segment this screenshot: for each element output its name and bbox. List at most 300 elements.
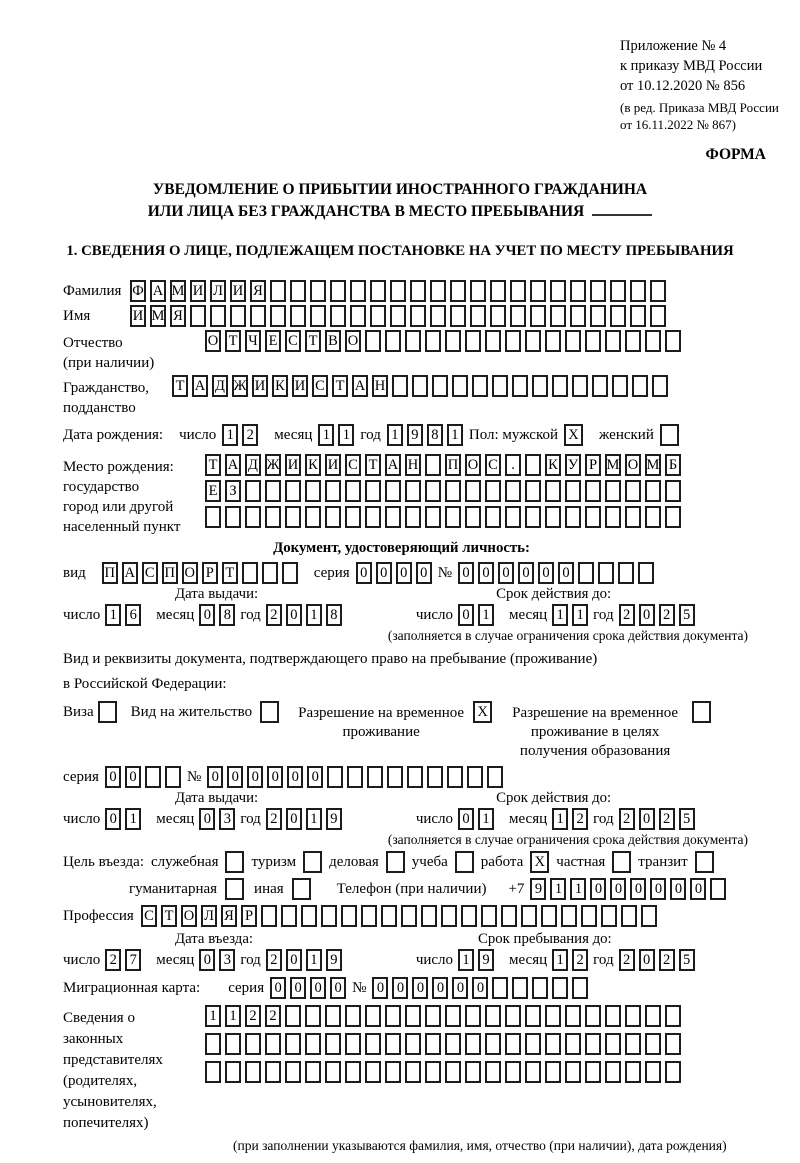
- char-cell[interactable]: [285, 1033, 301, 1055]
- char-cell[interactable]: [481, 905, 497, 927]
- representatives-line2-input[interactable]: [205, 1033, 681, 1055]
- char-cell[interactable]: 1: [338, 424, 354, 446]
- char-cell[interactable]: [572, 375, 588, 397]
- char-cell[interactable]: [405, 480, 421, 502]
- char-cell[interactable]: 0: [376, 562, 392, 584]
- char-cell[interactable]: Л: [201, 905, 217, 927]
- char-cell[interactable]: [455, 851, 474, 873]
- char-cell[interactable]: И: [292, 375, 308, 397]
- char-cell[interactable]: 0: [199, 808, 215, 830]
- profession-input[interactable]: [141, 905, 657, 927]
- char-cell[interactable]: З: [225, 480, 241, 502]
- char-cell[interactable]: [305, 1033, 321, 1055]
- char-cell[interactable]: [205, 1033, 221, 1055]
- char-cell[interactable]: 5: [679, 949, 695, 971]
- char-cell[interactable]: Б: [665, 454, 681, 476]
- char-cell[interactable]: [387, 766, 403, 788]
- char-cell[interactable]: [472, 375, 488, 397]
- char-cell[interactable]: [327, 766, 343, 788]
- char-cell[interactable]: [98, 701, 117, 723]
- birth-year-input[interactable]: [387, 424, 463, 446]
- firstname-input[interactable]: [130, 305, 666, 327]
- char-cell[interactable]: [465, 1033, 481, 1055]
- char-cell[interactable]: [598, 562, 614, 584]
- char-cell[interactable]: [492, 977, 508, 999]
- char-cell[interactable]: Т: [161, 905, 177, 927]
- char-cell[interactable]: [525, 480, 541, 502]
- char-cell[interactable]: 8: [326, 604, 342, 626]
- char-cell[interactable]: [618, 562, 634, 584]
- char-cell[interactable]: Р: [202, 562, 218, 584]
- char-cell[interactable]: [407, 766, 423, 788]
- birth-day-input[interactable]: [222, 424, 258, 446]
- char-cell[interactable]: [330, 280, 346, 302]
- representatives-line3-input[interactable]: [205, 1061, 681, 1083]
- char-cell[interactable]: [445, 480, 461, 502]
- char-cell[interactable]: 0: [247, 766, 263, 788]
- char-cell[interactable]: 0: [590, 878, 606, 900]
- char-cell[interactable]: 2: [619, 949, 635, 971]
- residence-valid-day-input[interactable]: [458, 808, 494, 830]
- doc-type-input[interactable]: [102, 562, 298, 584]
- char-cell[interactable]: 1: [306, 604, 322, 626]
- char-cell[interactable]: [225, 878, 244, 900]
- temp-residence-education-checkbox[interactable]: [692, 701, 711, 723]
- doc-number-input[interactable]: [458, 562, 654, 584]
- char-cell[interactable]: [365, 330, 381, 352]
- char-cell[interactable]: 3: [219, 949, 235, 971]
- representatives-line1-input[interactable]: [205, 1005, 681, 1027]
- char-cell[interactable]: 0: [396, 562, 412, 584]
- char-cell[interactable]: [585, 480, 601, 502]
- char-cell[interactable]: [465, 330, 481, 352]
- char-cell[interactable]: [282, 562, 298, 584]
- char-cell[interactable]: [401, 905, 417, 927]
- char-cell[interactable]: [665, 1005, 681, 1027]
- char-cell[interactable]: [405, 1005, 421, 1027]
- char-cell[interactable]: [445, 330, 461, 352]
- residence-issue-month-input[interactable]: [199, 808, 235, 830]
- char-cell[interactable]: [505, 330, 521, 352]
- char-cell[interactable]: [261, 905, 277, 927]
- char-cell[interactable]: Н: [372, 375, 388, 397]
- char-cell[interactable]: [345, 480, 361, 502]
- char-cell[interactable]: 1: [205, 1005, 221, 1027]
- char-cell[interactable]: П: [445, 454, 461, 476]
- char-cell[interactable]: [445, 506, 461, 528]
- char-cell[interactable]: [405, 1061, 421, 1083]
- char-cell[interactable]: [485, 1061, 501, 1083]
- char-cell[interactable]: [525, 330, 541, 352]
- char-cell[interactable]: [145, 766, 161, 788]
- char-cell[interactable]: Ж: [232, 375, 248, 397]
- char-cell[interactable]: [303, 851, 322, 873]
- char-cell[interactable]: [650, 280, 666, 302]
- char-cell[interactable]: [532, 977, 548, 999]
- char-cell[interactable]: [370, 280, 386, 302]
- char-cell[interactable]: С: [142, 562, 158, 584]
- purpose-other-checkbox[interactable]: [292, 878, 311, 900]
- char-cell[interactable]: Т: [305, 330, 321, 352]
- char-cell[interactable]: 0: [270, 977, 286, 999]
- char-cell[interactable]: [692, 701, 711, 723]
- char-cell[interactable]: [710, 878, 726, 900]
- char-cell[interactable]: [441, 905, 457, 927]
- char-cell[interactable]: Т: [222, 562, 238, 584]
- char-cell[interactable]: [625, 506, 641, 528]
- char-cell[interactable]: 9: [478, 949, 494, 971]
- char-cell[interactable]: [605, 330, 621, 352]
- char-cell[interactable]: [361, 905, 377, 927]
- char-cell[interactable]: [465, 1061, 481, 1083]
- char-cell[interactable]: [470, 305, 486, 327]
- char-cell[interactable]: [190, 305, 206, 327]
- char-cell[interactable]: 0: [392, 977, 408, 999]
- char-cell[interactable]: [350, 305, 366, 327]
- char-cell[interactable]: [325, 1033, 341, 1055]
- char-cell[interactable]: 0: [458, 808, 474, 830]
- char-cell[interactable]: [601, 905, 617, 927]
- char-cell[interactable]: [341, 905, 357, 927]
- char-cell[interactable]: 9: [530, 878, 546, 900]
- char-cell[interactable]: 1: [306, 808, 322, 830]
- residence-valid-month-input[interactable]: [552, 808, 588, 830]
- char-cell[interactable]: [625, 480, 641, 502]
- char-cell[interactable]: [605, 1061, 621, 1083]
- char-cell[interactable]: 1: [552, 808, 568, 830]
- char-cell[interactable]: [310, 305, 326, 327]
- char-cell[interactable]: 0: [690, 878, 706, 900]
- char-cell[interactable]: [625, 1061, 641, 1083]
- char-cell[interactable]: О: [345, 330, 361, 352]
- char-cell[interactable]: И: [190, 280, 206, 302]
- char-cell[interactable]: [230, 305, 246, 327]
- residence-valid-year-input[interactable]: [619, 808, 695, 830]
- char-cell[interactable]: 0: [518, 562, 534, 584]
- char-cell[interactable]: 7: [125, 949, 141, 971]
- char-cell[interactable]: 1: [550, 878, 566, 900]
- char-cell[interactable]: 0: [199, 604, 215, 626]
- char-cell[interactable]: 1: [552, 949, 568, 971]
- char-cell[interactable]: [512, 375, 528, 397]
- char-cell[interactable]: 2: [242, 424, 258, 446]
- char-cell[interactable]: [610, 305, 626, 327]
- char-cell[interactable]: [165, 766, 181, 788]
- char-cell[interactable]: [250, 305, 266, 327]
- char-cell[interactable]: 1: [552, 604, 568, 626]
- entry-month-input[interactable]: [199, 949, 235, 971]
- char-cell[interactable]: [665, 1033, 681, 1055]
- char-cell[interactable]: [665, 480, 681, 502]
- char-cell[interactable]: [345, 1005, 361, 1027]
- residence-issue-year-input[interactable]: [266, 808, 342, 830]
- char-cell[interactable]: 2: [659, 604, 675, 626]
- char-cell[interactable]: [386, 851, 405, 873]
- char-cell[interactable]: П: [102, 562, 118, 584]
- char-cell[interactable]: 1: [478, 808, 494, 830]
- char-cell[interactable]: 0: [639, 949, 655, 971]
- char-cell[interactable]: 1: [222, 424, 238, 446]
- char-cell[interactable]: [585, 1061, 601, 1083]
- char-cell[interactable]: [265, 1061, 281, 1083]
- char-cell[interactable]: И: [252, 375, 268, 397]
- char-cell[interactable]: А: [225, 454, 241, 476]
- char-cell[interactable]: О: [181, 905, 197, 927]
- char-cell[interactable]: Я: [170, 305, 186, 327]
- char-cell[interactable]: 0: [458, 562, 474, 584]
- char-cell[interactable]: [521, 905, 537, 927]
- char-cell[interactable]: [225, 1033, 241, 1055]
- char-cell[interactable]: 9: [407, 424, 423, 446]
- char-cell[interactable]: [532, 375, 548, 397]
- doc-valid-month-input[interactable]: [552, 604, 588, 626]
- char-cell[interactable]: 0: [125, 766, 141, 788]
- char-cell[interactable]: [470, 280, 486, 302]
- char-cell[interactable]: [487, 766, 503, 788]
- char-cell[interactable]: [565, 1061, 581, 1083]
- char-cell[interactable]: [285, 1005, 301, 1027]
- char-cell[interactable]: [365, 1061, 381, 1083]
- char-cell[interactable]: 0: [630, 878, 646, 900]
- char-cell[interactable]: [525, 454, 541, 476]
- char-cell[interactable]: [610, 280, 626, 302]
- char-cell[interactable]: 1: [572, 604, 588, 626]
- char-cell[interactable]: 0: [538, 562, 554, 584]
- char-cell[interactable]: Е: [205, 480, 221, 502]
- char-cell[interactable]: [565, 506, 581, 528]
- char-cell[interactable]: [445, 1061, 461, 1083]
- char-cell[interactable]: [545, 330, 561, 352]
- birthplace-line1-input[interactable]: [205, 454, 681, 476]
- doc-issue-month-input[interactable]: [199, 604, 235, 626]
- char-cell[interactable]: [425, 1033, 441, 1055]
- char-cell[interactable]: [545, 1033, 561, 1055]
- char-cell[interactable]: [205, 1061, 221, 1083]
- char-cell[interactable]: [605, 506, 621, 528]
- char-cell[interactable]: [242, 562, 258, 584]
- char-cell[interactable]: 2: [265, 1005, 281, 1027]
- doc-valid-day-input[interactable]: [458, 604, 494, 626]
- entry-year-input[interactable]: [266, 949, 342, 971]
- char-cell[interactable]: 1: [225, 1005, 241, 1027]
- doc-series-input[interactable]: [356, 562, 432, 584]
- char-cell[interactable]: [345, 506, 361, 528]
- char-cell[interactable]: 2: [266, 949, 282, 971]
- char-cell[interactable]: [310, 280, 326, 302]
- char-cell[interactable]: [465, 480, 481, 502]
- char-cell[interactable]: [385, 480, 401, 502]
- char-cell[interactable]: 6: [125, 604, 141, 626]
- char-cell[interactable]: Ч: [245, 330, 261, 352]
- char-cell[interactable]: [262, 562, 278, 584]
- citizenship-input[interactable]: [172, 375, 668, 397]
- char-cell[interactable]: [305, 480, 321, 502]
- char-cell[interactable]: [370, 305, 386, 327]
- char-cell[interactable]: 3: [219, 808, 235, 830]
- char-cell[interactable]: [225, 851, 244, 873]
- doc-issue-year-input[interactable]: [266, 604, 342, 626]
- char-cell[interactable]: [492, 375, 508, 397]
- char-cell[interactable]: [260, 701, 279, 723]
- char-cell[interactable]: [665, 506, 681, 528]
- char-cell[interactable]: X: [564, 424, 583, 446]
- char-cell[interactable]: 0: [412, 977, 428, 999]
- char-cell[interactable]: 1: [570, 878, 586, 900]
- char-cell[interactable]: 0: [287, 766, 303, 788]
- char-cell[interactable]: 9: [326, 808, 342, 830]
- char-cell[interactable]: [425, 454, 441, 476]
- char-cell[interactable]: [450, 305, 466, 327]
- temp-residence-checkbox[interactable]: [473, 701, 492, 723]
- residence-issue-day-input[interactable]: [105, 808, 141, 830]
- char-cell[interactable]: [561, 905, 577, 927]
- char-cell[interactable]: [270, 305, 286, 327]
- char-cell[interactable]: X: [530, 851, 549, 873]
- char-cell[interactable]: [510, 280, 526, 302]
- char-cell[interactable]: Я: [221, 905, 237, 927]
- phone-input[interactable]: [530, 878, 726, 900]
- char-cell[interactable]: [625, 330, 641, 352]
- char-cell[interactable]: 0: [498, 562, 514, 584]
- char-cell[interactable]: [612, 375, 628, 397]
- char-cell[interactable]: [625, 1033, 641, 1055]
- char-cell[interactable]: 0: [310, 977, 326, 999]
- char-cell[interactable]: [385, 1005, 401, 1027]
- char-cell[interactable]: .: [505, 454, 521, 476]
- char-cell[interactable]: М: [150, 305, 166, 327]
- char-cell[interactable]: [325, 1005, 341, 1027]
- char-cell[interactable]: 0: [307, 766, 323, 788]
- char-cell[interactable]: [641, 905, 657, 927]
- char-cell[interactable]: [430, 305, 446, 327]
- char-cell[interactable]: 0: [610, 878, 626, 900]
- char-cell[interactable]: [565, 1005, 581, 1027]
- char-cell[interactable]: Я: [250, 280, 266, 302]
- char-cell[interactable]: [461, 905, 477, 927]
- char-cell[interactable]: В: [325, 330, 341, 352]
- char-cell[interactable]: [385, 330, 401, 352]
- char-cell[interactable]: 1: [318, 424, 334, 446]
- stay-year-input[interactable]: [619, 949, 695, 971]
- char-cell[interactable]: [665, 1061, 681, 1083]
- char-cell[interactable]: [447, 766, 463, 788]
- char-cell[interactable]: [505, 1061, 521, 1083]
- char-cell[interactable]: [412, 375, 428, 397]
- char-cell[interactable]: А: [122, 562, 138, 584]
- char-cell[interactable]: [645, 506, 661, 528]
- char-cell[interactable]: [570, 305, 586, 327]
- char-cell[interactable]: [552, 977, 568, 999]
- char-cell[interactable]: О: [625, 454, 641, 476]
- char-cell[interactable]: 0: [286, 808, 302, 830]
- char-cell[interactable]: 0: [286, 949, 302, 971]
- char-cell[interactable]: 2: [266, 808, 282, 830]
- purpose-official-checkbox[interactable]: [225, 851, 244, 873]
- char-cell[interactable]: 0: [558, 562, 574, 584]
- char-cell[interactable]: [465, 1005, 481, 1027]
- char-cell[interactable]: [350, 280, 366, 302]
- char-cell[interactable]: [621, 905, 637, 927]
- char-cell[interactable]: [301, 905, 317, 927]
- char-cell[interactable]: [652, 375, 668, 397]
- char-cell[interactable]: [290, 280, 306, 302]
- char-cell[interactable]: [452, 375, 468, 397]
- char-cell[interactable]: [525, 1061, 541, 1083]
- char-cell[interactable]: 0: [207, 766, 223, 788]
- char-cell[interactable]: И: [130, 305, 146, 327]
- char-cell[interactable]: Ж: [265, 454, 281, 476]
- char-cell[interactable]: А: [192, 375, 208, 397]
- char-cell[interactable]: [410, 305, 426, 327]
- char-cell[interactable]: [645, 480, 661, 502]
- char-cell[interactable]: У: [565, 454, 581, 476]
- char-cell[interactable]: [545, 1005, 561, 1027]
- char-cell[interactable]: [645, 1005, 661, 1027]
- char-cell[interactable]: [405, 330, 421, 352]
- char-cell[interactable]: С: [285, 330, 301, 352]
- char-cell[interactable]: [245, 506, 261, 528]
- char-cell[interactable]: [660, 424, 679, 446]
- char-cell[interactable]: [632, 375, 648, 397]
- char-cell[interactable]: [225, 506, 241, 528]
- char-cell[interactable]: Е: [265, 330, 281, 352]
- char-cell[interactable]: [425, 480, 441, 502]
- char-cell[interactable]: [330, 305, 346, 327]
- doc-issue-day-input[interactable]: [105, 604, 141, 626]
- char-cell[interactable]: [645, 1033, 661, 1055]
- char-cell[interactable]: [365, 480, 381, 502]
- residence-permit-checkbox[interactable]: [260, 701, 279, 723]
- char-cell[interactable]: [592, 375, 608, 397]
- char-cell[interactable]: О: [465, 454, 481, 476]
- char-cell[interactable]: 9: [326, 949, 342, 971]
- char-cell[interactable]: [270, 280, 286, 302]
- char-cell[interactable]: 0: [478, 562, 494, 584]
- char-cell[interactable]: [265, 480, 281, 502]
- char-cell[interactable]: [390, 280, 406, 302]
- char-cell[interactable]: [572, 977, 588, 999]
- char-cell[interactable]: [225, 1061, 241, 1083]
- char-cell[interactable]: 1: [478, 604, 494, 626]
- char-cell[interactable]: [285, 1061, 301, 1083]
- char-cell[interactable]: 0: [105, 766, 121, 788]
- char-cell[interactable]: [552, 375, 568, 397]
- char-cell[interactable]: [305, 506, 321, 528]
- purpose-private-checkbox[interactable]: [612, 851, 631, 873]
- char-cell[interactable]: Т: [365, 454, 381, 476]
- char-cell[interactable]: [525, 506, 541, 528]
- birthplace-line2-input[interactable]: [205, 480, 681, 502]
- char-cell[interactable]: [645, 330, 661, 352]
- char-cell[interactable]: 0: [330, 977, 346, 999]
- char-cell[interactable]: [392, 375, 408, 397]
- char-cell[interactable]: [525, 1033, 541, 1055]
- char-cell[interactable]: Л: [210, 280, 226, 302]
- char-cell[interactable]: 8: [219, 604, 235, 626]
- char-cell[interactable]: К: [272, 375, 288, 397]
- purpose-transit-checkbox[interactable]: [695, 851, 714, 873]
- char-cell[interactable]: [512, 977, 528, 999]
- char-cell[interactable]: [367, 766, 383, 788]
- char-cell[interactable]: [305, 1005, 321, 1027]
- char-cell[interactable]: [265, 506, 281, 528]
- char-cell[interactable]: [565, 330, 581, 352]
- char-cell[interactable]: [565, 1033, 581, 1055]
- char-cell[interactable]: X: [473, 701, 492, 723]
- char-cell[interactable]: 0: [199, 949, 215, 971]
- birth-month-input[interactable]: [318, 424, 354, 446]
- char-cell[interactable]: [305, 1061, 321, 1083]
